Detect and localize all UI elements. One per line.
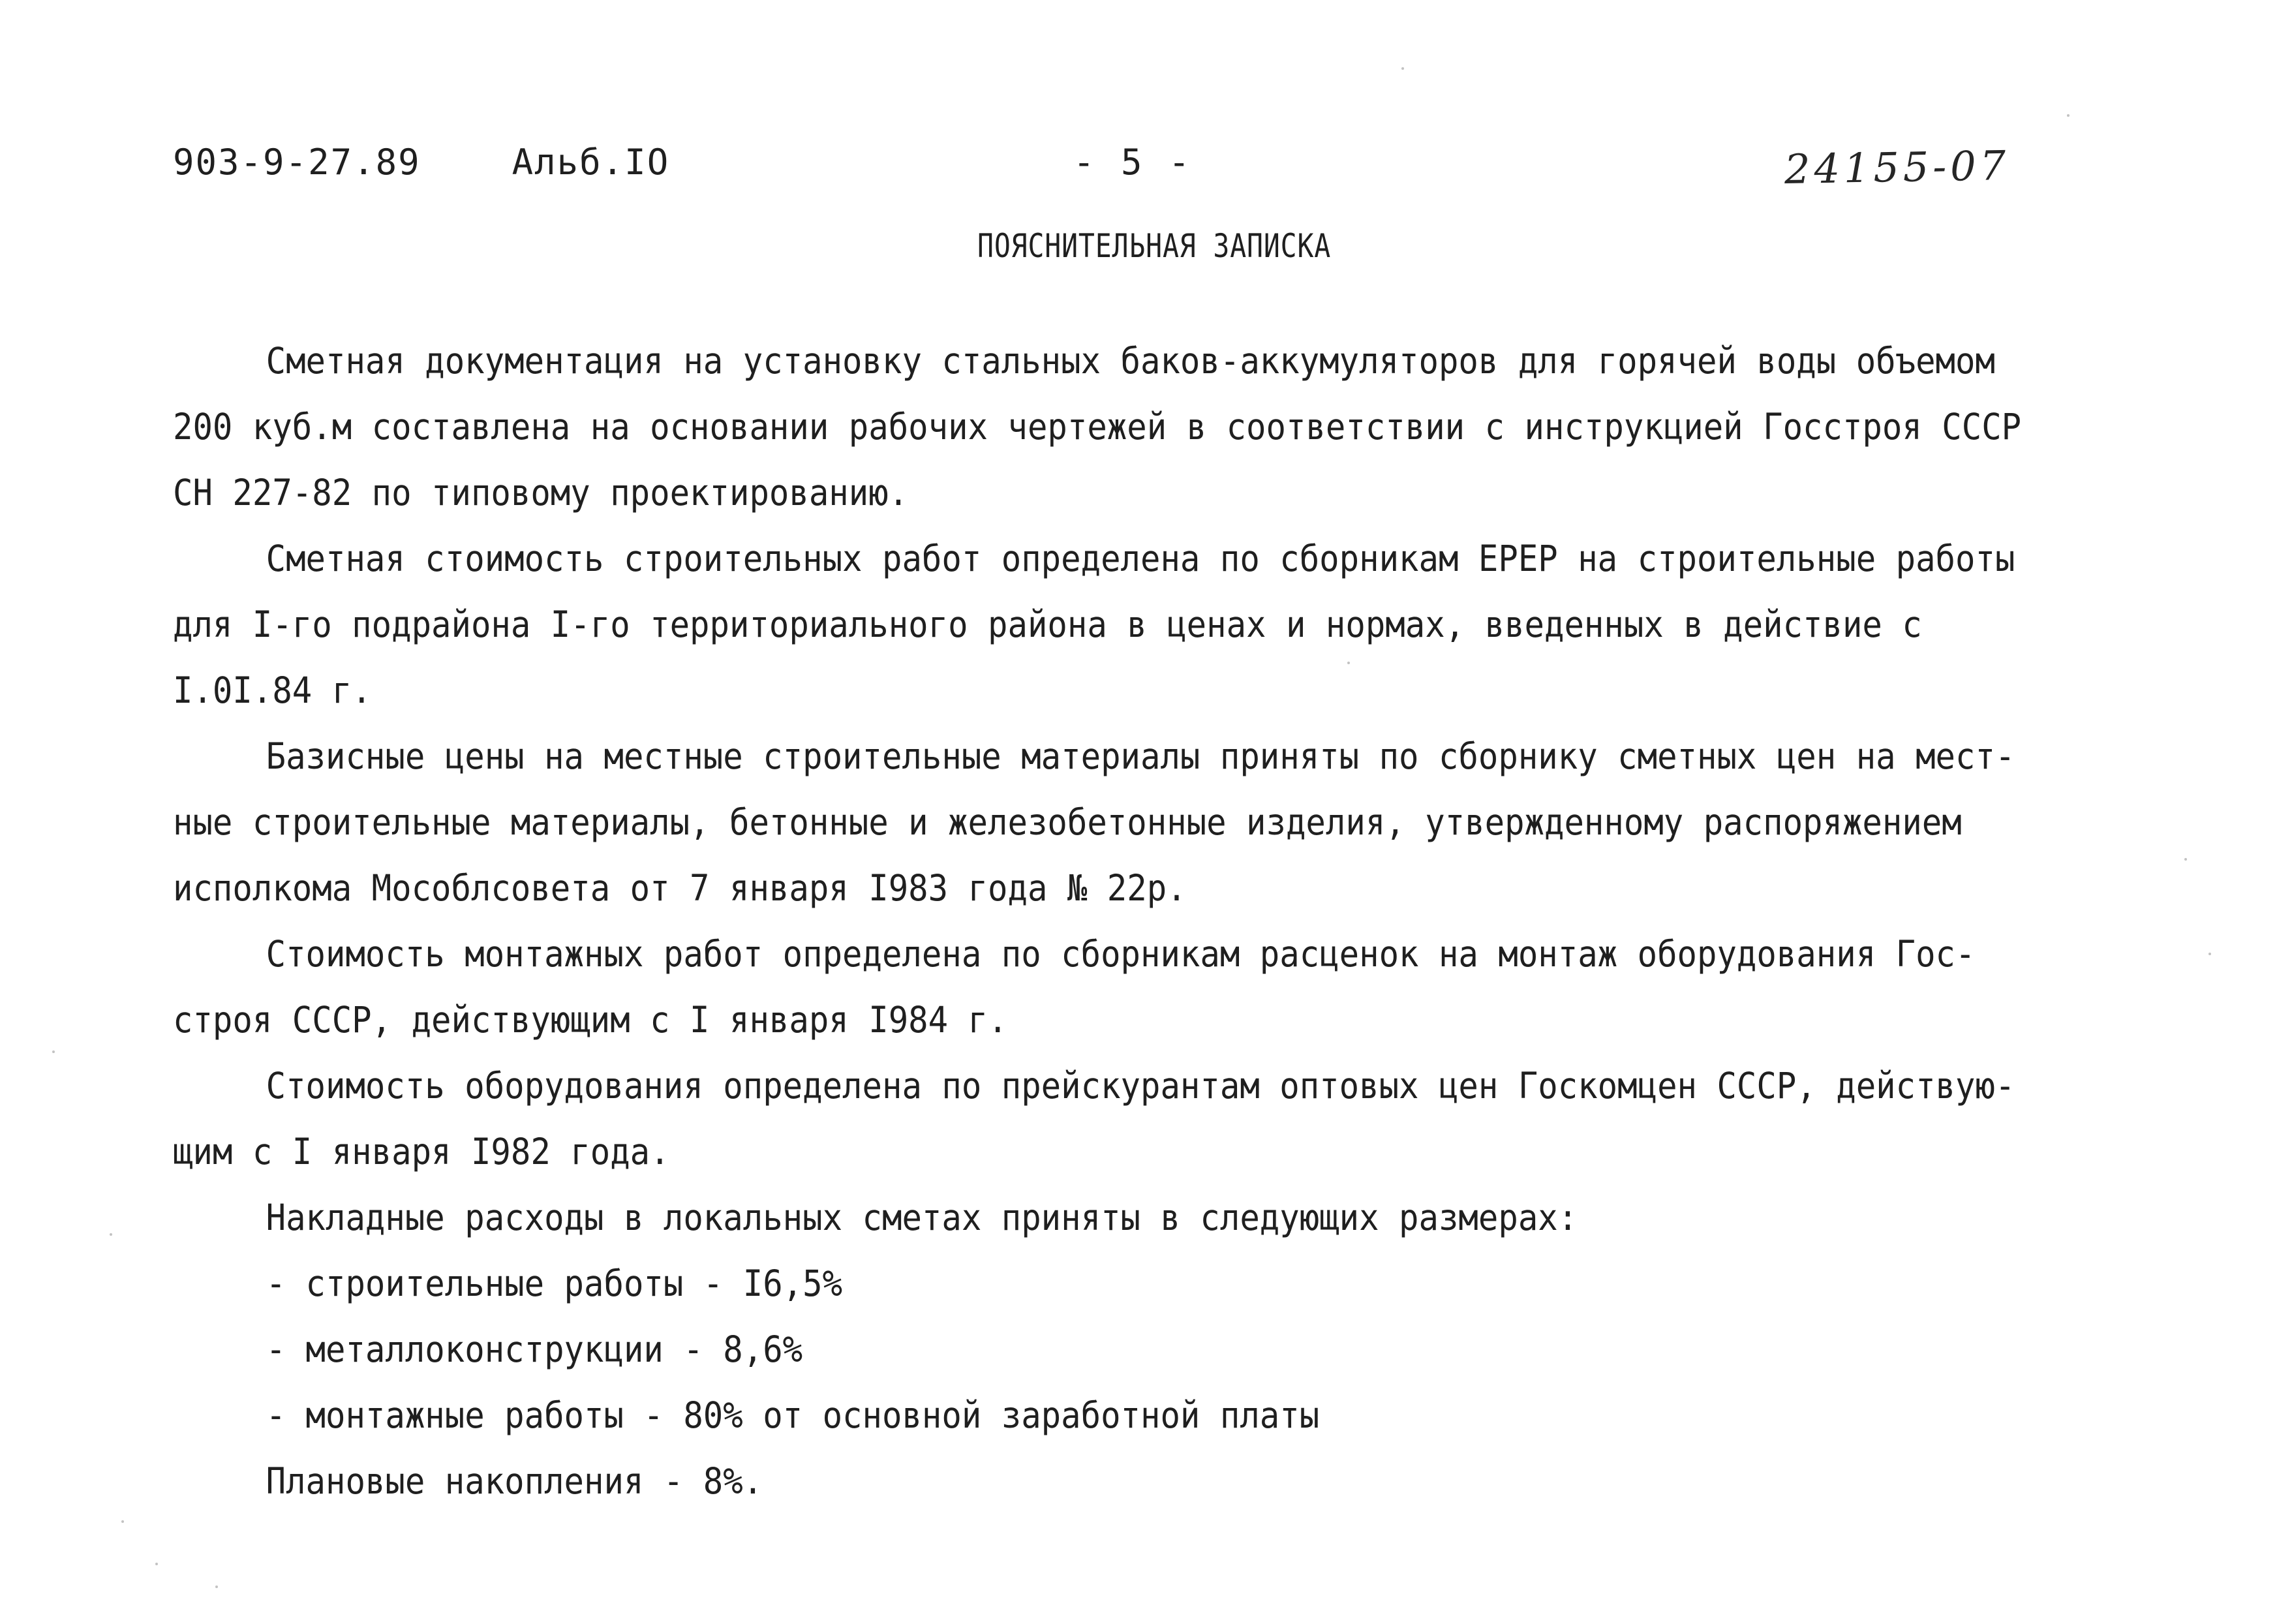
scan-speck xyxy=(2067,114,2070,117)
paragraph-line: СН 227-82 по типовому проектированию. xyxy=(173,472,909,513)
paragraph-line: для I-го подрайона I-го территориального района в ценах и нормах, введенных в действие с xyxy=(173,604,1922,645)
paragraph-line: Сметная стоимость строительных работ определена по сборникам ЕРЕР на строительные работы xyxy=(266,538,2015,579)
scan-speck xyxy=(52,1050,55,1053)
paragraph-line: 200 куб.м составлена на основании рабочих чертежей в соответствии с инструкцией Госстроя СССР xyxy=(173,406,2022,448)
paragraph-line: ные строительные материалы, бетонные и железобетонные изделия, утвержденному распоряжением xyxy=(173,801,1962,843)
album-number: Альб.IO xyxy=(512,142,670,183)
scan-speck xyxy=(2208,953,2211,955)
document-code: 903-9-27.89 xyxy=(173,142,421,183)
paragraph-line: Плановые накопления - 8%. xyxy=(266,1460,763,1502)
overhead-list-item: - строительные работы - I6,5% xyxy=(266,1263,843,1304)
overhead-list-item: - монтажные работы - 80% от основной заработной платы xyxy=(266,1394,1320,1436)
paragraph-line: Стоимость оборудования определена по прейскурантам оптовых цен Госкомцен СССР, действую- xyxy=(266,1065,2015,1107)
explanatory-note-body xyxy=(173,328,2052,1514)
paragraph-line: щим с I января I982 года. xyxy=(173,1131,670,1172)
page-number: - 5 - xyxy=(1073,142,1193,183)
scan-speck xyxy=(155,1563,158,1565)
handwritten-inventory-number: 24155-07 xyxy=(1784,141,2010,194)
paragraph-line: исполкома Мособлсовета от 7 января I983 года № 22р. xyxy=(173,867,1187,909)
document-title: ПОЯСНИТЕЛЬНАЯ ЗАПИСКА xyxy=(977,227,1332,265)
scan-speck xyxy=(2184,858,2187,861)
scan-speck xyxy=(110,1233,112,1236)
paragraph-line: I.0I.84 г. xyxy=(173,669,372,711)
paragraph-line: Сметная документация на установку стальных баков-аккумуляторов для горячей воды объемом xyxy=(266,340,1995,382)
scan-speck xyxy=(1401,67,1404,70)
paragraph-line: Базисные цены на местные строительные материалы приняты по сборнику сметных цен на мест- xyxy=(266,735,2015,777)
page-header xyxy=(173,142,670,183)
scan-speck xyxy=(215,1586,218,1588)
scan-speck xyxy=(121,1520,124,1523)
paragraph-line: Накладные расходы в локальных сметах приняты в следующих размерах: xyxy=(266,1197,1578,1238)
paragraph-line: строя СССР, действующим с I января I984 г. xyxy=(173,999,1008,1041)
paragraph-line: Стоимость монтажных работ определена по сборникам расценок на монтаж оборудования Гос- xyxy=(266,933,1976,975)
overhead-list-item: - металлоконструкции - 8,6% xyxy=(266,1328,803,1370)
